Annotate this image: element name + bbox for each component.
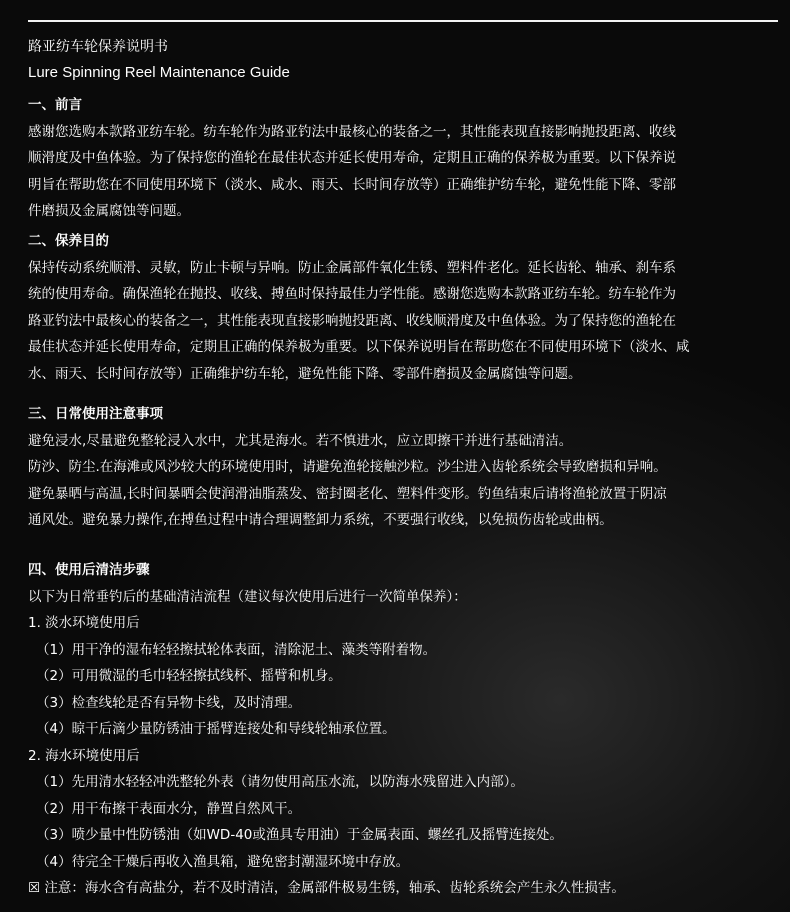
- paragraph-line: 通风处。避免暴力操作,在搏鱼过程中请合理调整卸力系统，不要强行收线，以免损伤齿轮或曲柄。: [28, 512, 613, 528]
- document-title-english: [28, 60, 773, 87]
- section-intro: 以下为日常垂钓后的基础清洁流程（建议每次使用后进行一次简单保养）：: [28, 588, 467, 605]
- paragraph-line: 避免暴晒与高温,长时间暴晒会使润滑油脂蒸发、密封圈老化、塑料件变形。钓鱼结束后请将渔轮放置于阴凉: [28, 485, 667, 502]
- warning-note: ☒ 注意：海水含有高盐分，若不及时清洁，金属部件极易生锈，轴承、齿轮系统会产生永久性损害。: [28, 880, 625, 896]
- paragraph-line: 感谢您选购本款路亚纺车轮。纺车轮作为路亚钓法中最核心的装备之一，其性能表现直接影响抛投距离、收线: [28, 123, 676, 140]
- title-cn-text: 路亚纺车轮保养说明书: [28, 39, 168, 55]
- freshwater-step: （1）用干净的湿布轻轻擦拭轮体表面，清除泥土、藻类等附着物。: [36, 641, 437, 658]
- freshwater-step: （4）晾干后滴少量防锈油于摇臂连接处和导线轮轴承位置。: [36, 721, 396, 737]
- freshwater-step: （3）检查线轮是否有异物卡线，及时清理。: [36, 694, 302, 711]
- section-heading: 一、前言: [28, 97, 82, 113]
- freshwater-step: （2）可用微湿的毛巾轻轻擦拭线杯、摇臂和机身。: [36, 668, 342, 684]
- paragraph-line: 最佳状态并延长使用寿命，定期且正确的保养极为重要。以下保养说明旨在帮助您在不同使用环境下（淡水、咸: [28, 339, 690, 355]
- paragraph-line: 路亚钓法中最核心的装备之一，其性能表现直接影响抛投距离、收线顺滑度及中鱼体验。为了保持您的渔轮在: [28, 312, 676, 329]
- section-daily-precautions: [28, 401, 773, 534]
- freshwater-subtitle: 1. 淡水环境使用后: [28, 615, 140, 631]
- saltwater-step: （3）喷少量中性防锈油（如WD-40或渔具专用油）于金属表面、螺丝孔及摇臂连接处。: [36, 827, 563, 843]
- paragraph-line: 保持传动系统顺滑、灵敏，防止卡顿与异响。防止金属部件氧化生锈、塑料件老化。延长齿轮、轴承、刹车系: [28, 259, 676, 276]
- document-title-chinese: [28, 34, 773, 61]
- section-preface: [28, 92, 773, 225]
- paragraph-line: 明旨在帮助您在不同使用环境下（淡水、咸水、雨天、长时间存放等）正确维护纺车轮，避免性能下降、零部: [28, 176, 676, 193]
- section-heading: 三、日常使用注意事项: [28, 406, 163, 422]
- paragraph-line: 顺滑度及中鱼体验。为了保持您的渔轮在最佳状态并延长使用寿命，定期且正确的保养极为重要。以下保养说: [28, 150, 676, 166]
- saltwater-step: （4）待完全干燥后再收入渔具箱，避免密封潮湿环境中存放。: [36, 853, 410, 870]
- paragraph-line: 统的使用寿命。确保渔轮在抛投、收线、搏鱼时保持最佳力学性能。感谢您选购本款路亚纺车轮。纺车轮作为: [28, 286, 676, 302]
- saltwater-step: （1）先用清水轻轻冲洗整轮外表（请勿使用高压水流，以防海水残留进入内部）。: [36, 774, 524, 790]
- section-purpose: [28, 228, 773, 387]
- section-heading: 四、使用后清洁步骤: [28, 562, 150, 578]
- section-heading: 二、保养目的: [28, 233, 109, 249]
- title-en-text: Lure Spinning Reel Maintenance Guide: [28, 64, 290, 81]
- saltwater-step: （2）用干布擦干表面水分，静置自然风干。: [36, 800, 302, 817]
- saltwater-subtitle: 2. 海水环境使用后: [28, 747, 140, 764]
- paragraph-line: 避免浸水,尽量避免整轮浸入水中，尤其是海水。若不慎进水，应立即擦干并进行基础清洁。: [28, 432, 573, 449]
- top-divider: [28, 20, 778, 22]
- paragraph-line: 件磨损及金属腐蚀等问题。: [28, 203, 190, 219]
- paragraph-line: 水、雨天、长时间存放等）正确维护纺车轮，避免性能下降、零部件磨损及金属腐蚀等问题。: [28, 365, 582, 382]
- paragraph-line: 防沙、防尘.在海滩或风沙较大的环境使用时，请避免渔轮接触沙粒。沙尘进入齿轮系统会导致磨损和异响。: [28, 459, 667, 475]
- section-cleaning-steps: [28, 557, 773, 902]
